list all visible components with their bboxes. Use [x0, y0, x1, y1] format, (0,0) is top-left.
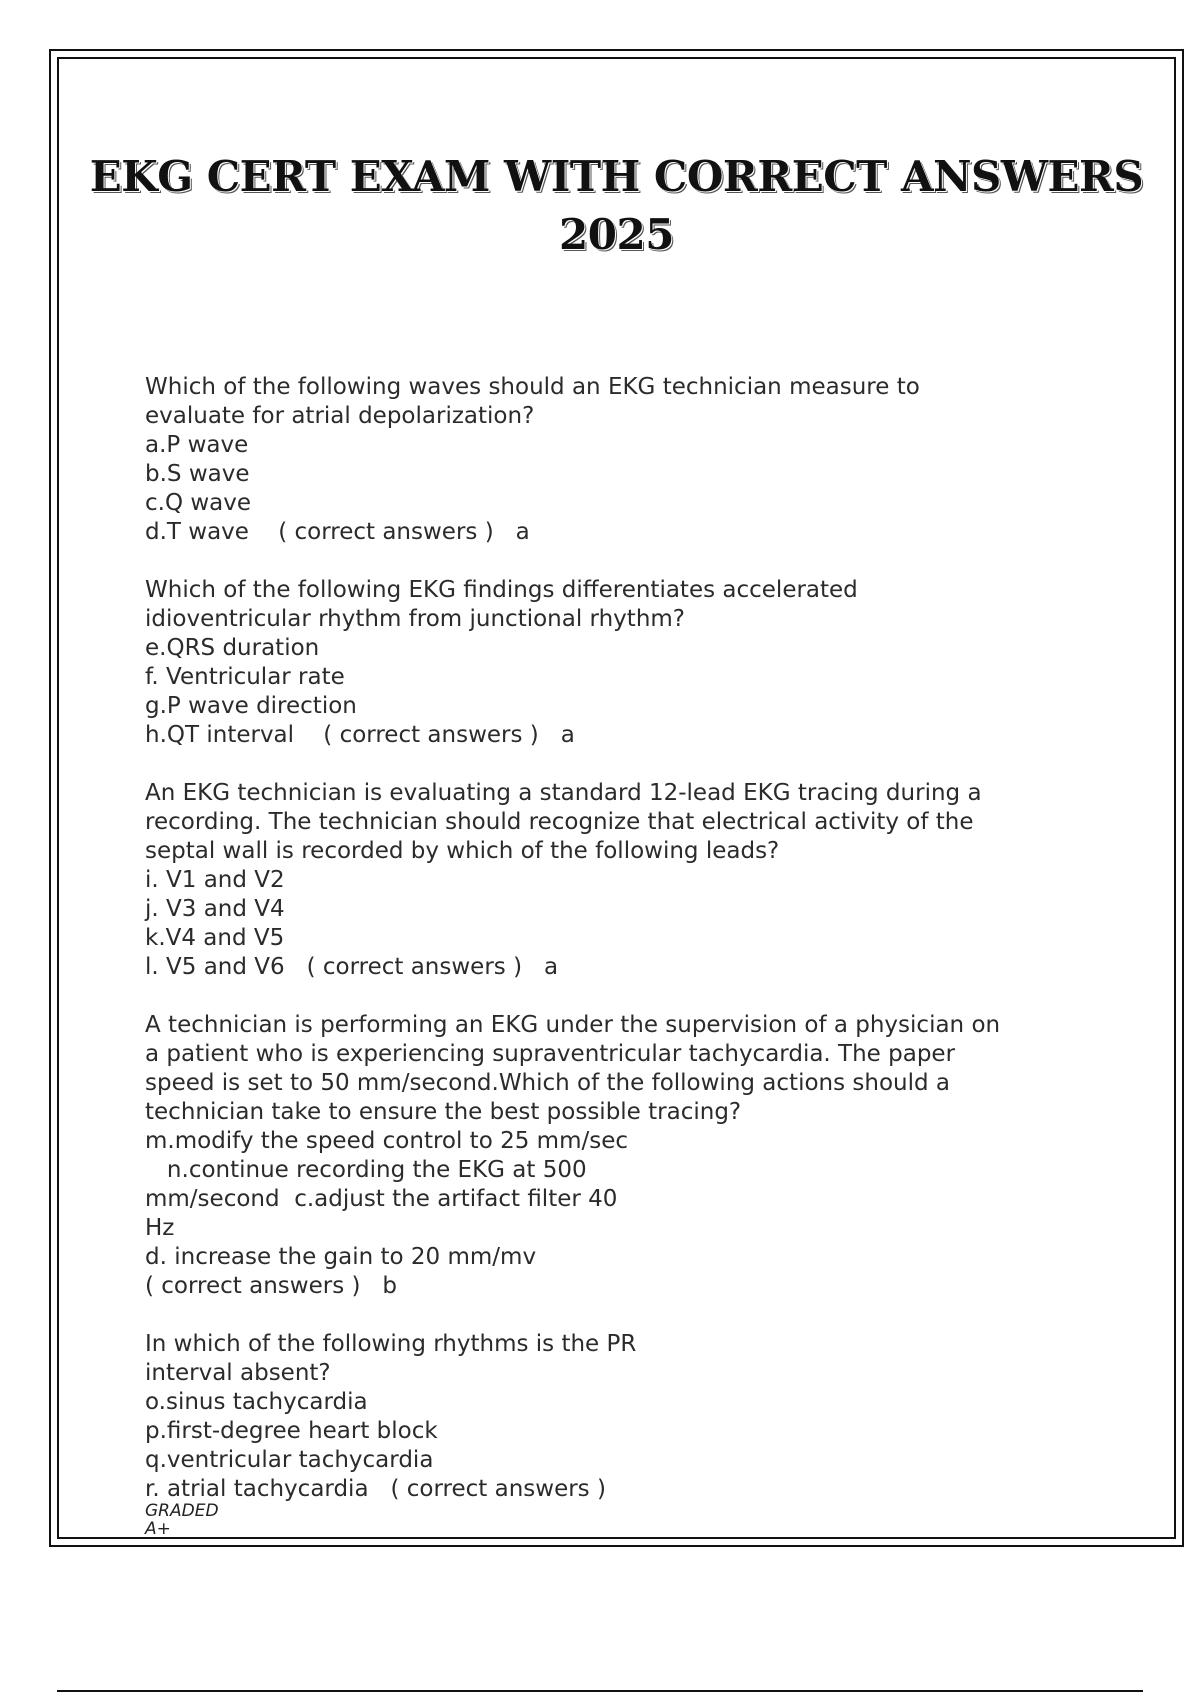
question-stem-line: technician take to ensure the best possible tracing? — [145, 1099, 742, 1125]
question-stem-line: recording. The technician should recognize that electrical activity of the — [145, 809, 974, 835]
question-2 — [145, 576, 1085, 750]
graded-watermark — [145, 1502, 219, 1538]
question-stem-line: idioventricular rhythm from junctional rhythm? — [145, 606, 686, 632]
title-line-1: EKG CERT EXAM WITH CORRECT ANSWERS — [89, 152, 1144, 201]
answer-option: a.P wave — [145, 432, 249, 458]
answer-option: i. V1 and V2 — [145, 867, 285, 893]
answer-option: d.T wave — [145, 519, 249, 545]
question-stem-line: A technician is performing an EKG under the supervision of a physician on — [145, 1012, 1001, 1038]
correct-answer: ( correct answers ) — [368, 1476, 606, 1502]
correct-answer: ( correct answers ) b — [145, 1273, 398, 1299]
answer-option: j. V3 and V4 — [145, 896, 285, 922]
question-stem-line: In which of the following rhythms is the PR — [145, 1331, 637, 1357]
question-4 — [145, 1011, 1085, 1301]
answer-option: h.QT interval — [145, 722, 295, 748]
question-stem-line: Which of the following EKG findings differentiates accelerated — [145, 577, 858, 603]
graded-label: GRADED — [145, 1501, 219, 1521]
question-stem-line: Which of the following waves should an EKG technician measure to — [145, 374, 920, 400]
correct-answer: ( correct answers ) a — [248, 519, 530, 545]
answer-option: f. Ventricular rate — [145, 664, 345, 690]
answer-option: Hz — [145, 1215, 175, 1241]
correct-answer: ( correct answers ) a — [284, 954, 559, 980]
grade-label: A+ — [145, 1519, 171, 1539]
answer-line — [145, 721, 1085, 750]
answer-option: g.P wave direction — [145, 693, 357, 719]
answer-option: m.modify the speed control to 25 mm/sec — [145, 1128, 628, 1154]
question-stem-line: An EKG technician is evaluating a standard 12-lead EKG tracing during a — [145, 780, 982, 806]
footer-divider — [57, 1690, 1143, 1692]
question-1 — [145, 373, 1085, 547]
correct-answer: ( correct answers ) a — [294, 722, 575, 748]
question-stem-line: a patient who is experiencing supraventricular tachycardia. The paper — [145, 1041, 956, 1067]
answer-line — [145, 1475, 1085, 1504]
answer-option: mm/second c.adjust the artifact filter 40 — [145, 1186, 618, 1212]
answer-option: b.S wave — [145, 461, 250, 487]
question-stem-line: speed is set to 50 mm/second.Which of the following actions should a — [145, 1070, 950, 1096]
question-list — [145, 373, 1085, 1533]
question-stem-line: interval absent? — [145, 1360, 331, 1386]
answer-option: c.Q wave — [145, 490, 252, 516]
answer-line — [145, 518, 1085, 547]
answer-option: q.ventricular tachycardia — [145, 1447, 434, 1473]
question-3 — [145, 779, 1085, 982]
answer-option: k.V4 and V5 — [145, 925, 285, 951]
answer-option: r. atrial tachycardia — [145, 1476, 369, 1502]
document-title — [60, 148, 1173, 264]
answer-option: e.QRS duration — [145, 635, 320, 661]
title-line-2: 2025 — [559, 210, 674, 259]
question-stem-line: evaluate for atrial depolarization? — [145, 403, 535, 429]
answer-option: o.sinus tachycardia — [145, 1389, 368, 1415]
answer-option: n.continue recording the EKG at 500 — [145, 1157, 587, 1183]
question-5 — [145, 1330, 1085, 1504]
answer-option: p.first-degree heart block — [145, 1418, 438, 1444]
answer-option: l. V5 and V6 — [145, 954, 285, 980]
question-stem-line: septal wall is recorded by which of the following leads? — [145, 838, 780, 864]
answer-option: d. increase the gain to 20 mm/mv — [145, 1244, 537, 1270]
answer-line — [145, 953, 1085, 982]
